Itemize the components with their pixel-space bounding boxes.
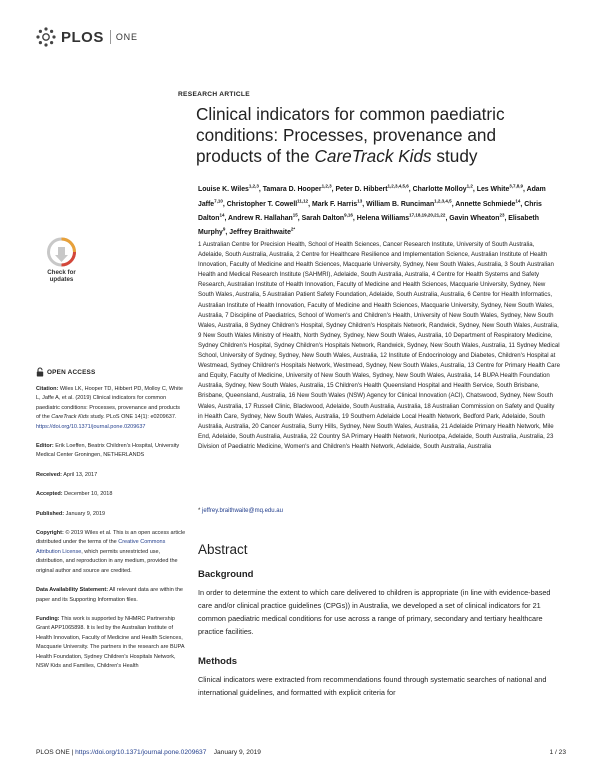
background-heading: Background — [198, 569, 254, 580]
plos-logo-icon — [35, 26, 57, 48]
accepted-date: Accepted: December 10, 2018 — [36, 491, 113, 498]
title-part1: Clinical indicators for common paediatric conditions: Processes, provenance and products of the — [196, 104, 505, 166]
background-text: In order to determine the extent to which care delivered to children is appropriate (in line with evidence-based care and/or clinical practice guidelines (CPGs)) in Australia, we developed a set of clinical indicators for 21 common paediatric medical conditions for use across a range of primary, secondary and tertiary healthcare practice facilities. — [198, 588, 551, 636]
author[interactable]: Tamara D. Hooper$^{1,2,3}$, — [262, 184, 336, 194]
received-date: Received: April 13, 2017 — [36, 471, 98, 478]
copyright: Copyright: © 2019 Wiles et al. This is an open access article distributed under the terms of the Creative Commons Attribution License, which permits unrestricted use, distribution, and reproduction in any medium, provided the original author and source are credited. — [36, 530, 186, 574]
footer-date: January 9, 2019 — [213, 749, 261, 756]
author[interactable]: Mark F. Harris$^{13}$, — [312, 198, 367, 208]
author-list — [198, 181, 558, 238]
methods-heading: Methods — [198, 656, 238, 667]
editor: Editor: Erik Loeffen, Beatrix Children's Hospital, University Medical Center Groningen, NETHERLANDS — [36, 443, 180, 459]
footer-separator: | — [69, 749, 76, 756]
page-footer — [36, 749, 566, 756]
affiliations: 1 Australian Centre for Precision Health, School of Health Sciences, Cancer Research Institute, University of South Australia, Adelaide, South Australia, Australia, 2 Centre for Healthcare Resilience and Implementation Science, Australian Institute of Health Innovation, Faculty of Medicine and Health Sciences, Macquarie University, Sydney, New South Wales, Australia, 3 South Australian Health and Medical Research Institute (SAHMRI), Adelaide, South Australia, Australia, 4 Centre for Health Systems and Safety Research, Australian Institute of Health Innovation, Faculty of Medicine and Health Sciences, Macquarie University, Sydney, New South Wales, Australia, 5 Australian Patient Safety Foundation, Adelaide, South Australia, Australia, 6 Centre for Health Informatics, Australian Institute of Health Innovation, Faculty of Medicine and Health Sciences, Macquarie University, Sydney, New South Wales, Australia, 7 Discipline of Paediatrics, School of Women's and Children's Health, University of New South Wales, Sydney, New South Wales, Australia, 8 Sydney Children's Hospital, Sydney Children's Hospitals Network, Randwick, Sydney, New South Wales, Australia, 9 New South Wales Ministry of Health, North Sydney, Sydney, New South Wales, Australia, 10 Department of Respiratory Medicine, Sydney Children's Hospital, Sydney Children's Hospitals Network, Randwick, Sydney, New South Wales, Australia, 11 Sydney Medical School, University of Sydney, Sydney, New South Wales, Australia, 12 Institute of Endocrinology and Diabetes, Children's Hospital at Westmead, Sydney Children's Hospitals Network, Westmead, Sydney, New South Wales, Australia, 13 Centre for Primary Health Care and Equity, Faculty of Medicine, University of New South Wales, Sydney, New South Wales, Australia, 14 BUPA Health Foundation Australia, Sydney, New South Wales, Australia, 15 Children's Health Queensland Hospital and Health Service, South Brisbane, Brisbane, Queensland, Australia, 16 New South Wales (NSW) Agency for Clinical Innovation (ACI), Chatswood, Sydney, New South Wales, Australia, 17 Russell Clinic, Blackwood, Adelaide, South Australia, Australia, 18 Australian Commission on Safety and Quality in Health Care, Sydney, New South Wales, Australia, 19 Southern Adelaide Local Health Network, Bedford Park, Adelaide, South Australia, Australia, 20 Cancer Australia, Surry Hills, Sydney, New South Wales, Australia, 21 Adelaide Primary Health Network, Mile End, Adelaide, South Australia, Australia, 22 Country SA Primary Health Network, Nuriootpa, Adelaide, South Australia, Australia, 23 Division of Paediatric Medicine, Women's and Children's Health Network, Adelaide, South Australia, Australia — [198, 241, 560, 450]
author[interactable]: Sarah Dalton$^{9,16}$, — [301, 212, 357, 222]
title-italic: CareTrack Kids — [314, 146, 432, 166]
title-part2: study — [431, 146, 478, 166]
journal-brand: PLOS — [61, 28, 104, 46]
author[interactable]: Annette Schmiede$^{14}$, — [455, 198, 525, 208]
author[interactable]: Les White$^{3,7,8,9}$, — [476, 184, 527, 194]
paper-title — [196, 104, 566, 167]
open-access-badge — [36, 367, 95, 377]
data-availability: Data Availability Statement: All relevant data are within the paper and its Supporting Information files. — [36, 587, 183, 603]
author[interactable]: William B. Runciman$^{1,2,3,4,5}$, — [366, 198, 456, 208]
methods-text: Clinical indicators were extracted from recommendations found through systematic searches of national and international guidelines, and formatted with explicit criteria for — [198, 675, 547, 697]
author[interactable]: Gavin Wheaton$^{23}$, — [449, 212, 509, 222]
check-for-updates-button[interactable] — [36, 237, 87, 297]
correspondence — [198, 508, 283, 514]
logo-divider — [110, 30, 111, 44]
open-access-label: OPEN ACCESS — [47, 368, 96, 376]
journal-sub: ONE — [115, 32, 138, 42]
author[interactable]: Jeffrey Braithwaite$^{2*}$ — [229, 226, 296, 237]
corresponding-email-link[interactable]: jeffrey.braithwaite@mq.edu.au — [202, 508, 283, 514]
license-link[interactable]: Creative Commons Attribution License — [36, 539, 166, 555]
check-updates-label: Check for updates — [47, 269, 76, 283]
published-date: Published: January 9, 2019 — [36, 510, 106, 517]
page-number: 1 / 23 — [549, 749, 566, 756]
footer-journal: PLOS ONE — [36, 749, 70, 756]
author[interactable]: Chris Dalton$^{14}$, — [198, 200, 542, 222]
citation: Citation: Wiles LK, Hooper TD, Hibbert PD, Molloy C, White L, Jaffe A, et al. (2019) Clinical indicators for common paediatric conditions: Processes, provenance and products of the CareTrack Kids study. PLoS ONE 14(1): e0209637. https://doi.org/10.1371/journal.pone.0209637 — [36, 386, 183, 430]
open-lock-icon — [36, 367, 44, 377]
author[interactable]: Andrew R. Hallahan$^{15}$, — [228, 212, 302, 222]
article-type: RESEARCH ARTICLE — [178, 91, 250, 98]
author[interactable]: Charlotte Molloy$^{1,2}$, — [412, 184, 477, 194]
author[interactable]: Helena Williams$^{17,18,19,20,21,22}$, — [356, 212, 450, 222]
corresponding-marker: * — [198, 508, 201, 514]
author[interactable]: Elisabeth Murphy$^9$, — [198, 214, 539, 237]
citation-doi-link[interactable]: https://doi.org/10.1371/journal.pone.0209637 — [36, 423, 146, 430]
footer-doi-link[interactable]: https://doi.org/10.1371/journal.pone.0209637 — [75, 749, 207, 756]
author[interactable]: Christopher T. Cowell$^{11,12}$, — [226, 198, 313, 208]
author[interactable]: Adam Jaffe$^{7,10}$, — [198, 186, 546, 208]
article-metadata — [36, 385, 186, 681]
author[interactable]: Louise K. Wiles$^{1,2,3}$, — [198, 184, 263, 194]
journal-logo[interactable] — [35, 26, 138, 48]
abstract-heading: Abstract — [198, 542, 248, 557]
check-updates-icon — [36, 237, 87, 269]
funding: Funding: This work is supported by NHMRC Partnership Grant APP1065898. It is led by the Australian Institute of Health Innovation, Faculty of Medicine and Health Sciences, Macquarie University. The partners in the research are BUPA Health Foundation, Sydney Children's Hospitals Network, NSW Kids and Families, Children's Health — [36, 615, 185, 669]
author[interactable]: Peter D. Hibbert$^{1,2,3,4,5,6}$, — [335, 184, 413, 194]
